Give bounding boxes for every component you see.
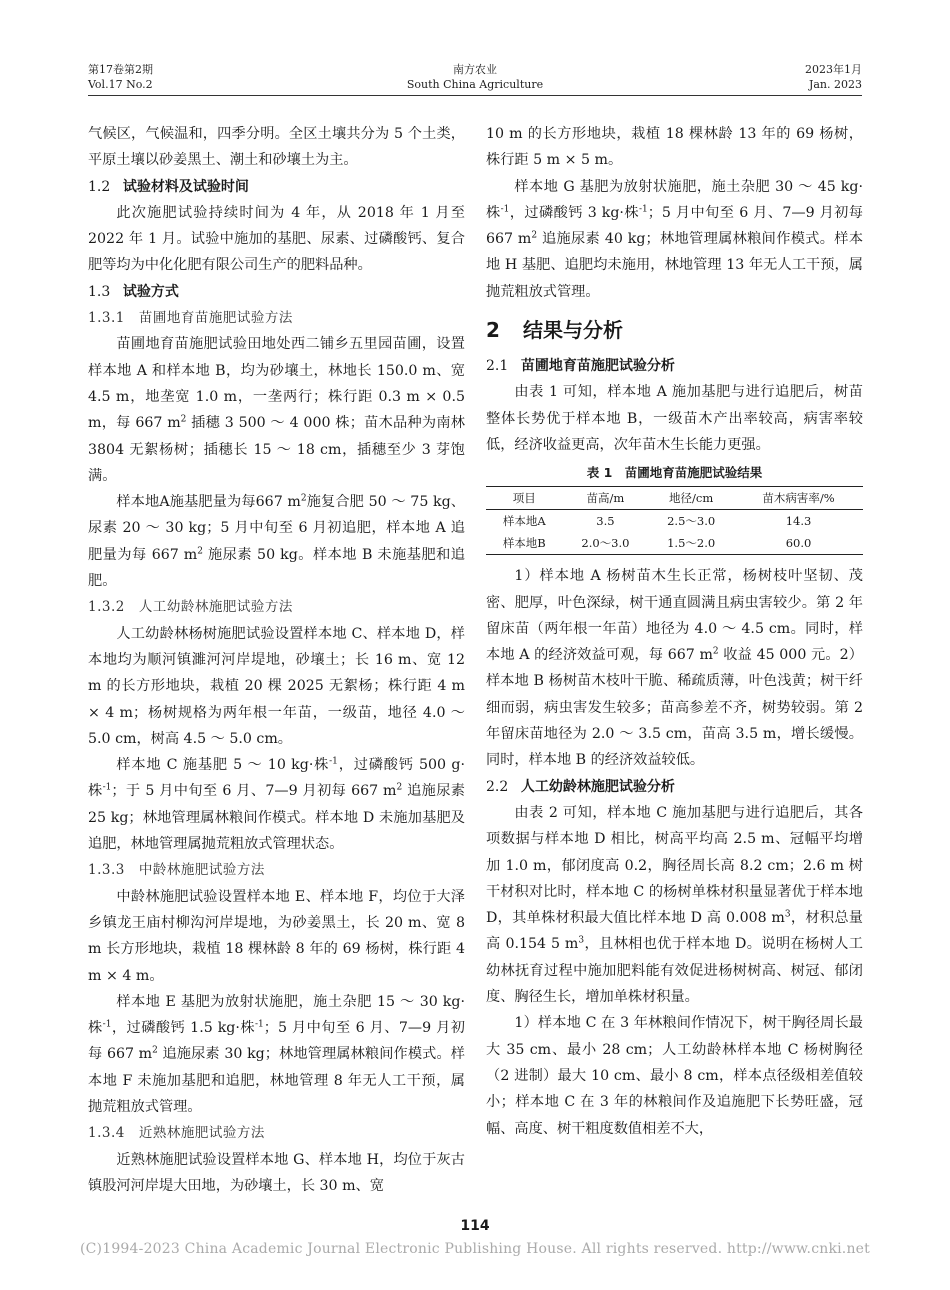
section-heading-1-3: 1.3 试验方式 [88, 283, 179, 300]
table-cell: 2.0～3.0 [581, 536, 630, 551]
paragraph: 样本地 G 基肥为放射状施肥，施土杂肥 30 ～ 45 kg·株$^{-1}$，过磷酸钙 3 kg·株$^{-1}$；5 月中旬至 6 月、7—9 月初每 667 $m^2$ 追施尿素 40 kg；林地管理属林粮间作模式。样本地 H 基肥、追肥均未施用，林地管理 13 年无人工干预，属抛荒粗放式管理。 [486, 178, 864, 300]
paragraph: 近熟林施肥试验设置样本地 G、样本地 H，均位于灰古镇股河河岸堤大田地，为砂壤土，长 30 m、宽 [88, 1151, 465, 1194]
table-cell: 14.3 [785, 514, 812, 529]
table-row [486, 510, 863, 533]
paragraph: 由表 2 可知，样本地 C 施加基肥与进行追肥后，其各项数据与样本地 D 相比，树高平均高 2.5 m、冠幅平均增加 1.0 m，郁闭度高 0.2，胸径周长高 8.2 cm；2.6 m 树干材积对比时，样本地 C 的杨树单株材积量显著优于样本地 D，其单株材积最大值比样本地 D 高 0.008 $m^3$，材积总量高 0.154 5 $m^3$，且林相也优于样本地 D。说明在杨树人工幼林抚育过程中施加肥料能有效促进杨树树高、树冠、郁闭度、胸径生长，增加单株材积量。 [486, 804, 863, 1006]
paragraph: 10 m 的长方形地块，栽植 18 棵林龄 13 年的 69 杨树，株行距 5 m × 5 m。 [486, 126, 863, 169]
paragraph: 苗圃地育苗施肥试验田地处西二铺乡五里园苗圃，设置样本地 A 和样本地 B，均为砂壤土，林地长 150.0 m、宽 4.5 m，地垄宽 1.0 m，一垄两行；株行距 0.3 m × 0.5 m，每 667 $m^2$ 插穗 3 500 ～ 4 000 株；苗木品种为南林 3804 无絮杨树；插穗长 15 ～ 18 cm，插穗至少 3 芽饱满。 [88, 336, 465, 484]
subsection-heading-1-3-4: 1.3.4 近熟林施肥试验方法 [88, 1125, 265, 1142]
header-rule [88, 95, 862, 96]
right-column [486, 121, 863, 1142]
table-cell: 2.5～3.0 [667, 514, 716, 529]
table-header-cell: 项目 [512, 491, 536, 506]
paragraph: 人工幼龄林杨树施肥试验设置样本地 C、样本地 D，样本地均为顺河镇濉河河岸堤地，砂壤土；长 16 m、宽 12 m 的长方形地块，栽植 20 棵 2025 无絮杨；株行距 4 m × 4 m；杨树规格为两年根一年苗，一级苗，地径 4.0 ～ 5.0 cm，树高 4.5 ～ 5.0 cm。 [88, 625, 465, 747]
paragraph: 1）样本地 C 在 3 年林粮间作情况下，树干胸径周长最大 35 cm、最小 28 cm；人工幼龄林样本地 C 杨树胸径（2 进制）最大 10 cm、最小 8 cm，样本点径级相差值较小；样本地 C 在 3 年的林粮间作及追施肥下长势旺盛，冠幅、高度、树干粗度数值相差不大， [486, 1015, 863, 1137]
subsection-heading-1-3-1: 1.3.1 苗圃地育苗施肥试验方法 [88, 310, 293, 327]
left-column [88, 121, 465, 1199]
table-header-row [486, 487, 863, 510]
page-number: 114 [460, 1218, 490, 1234]
section-heading-1-2: 1.2 试验材料及试验时间 [88, 178, 249, 195]
results-table [486, 486, 863, 555]
subsection-heading-1-3-3: 1.3.3 中龄林施肥试验方法 [88, 862, 265, 879]
table-cell: 1.5～2.0 [667, 536, 716, 551]
section-heading-2-1: 2.1 苗圃地育苗施肥试验分析 [486, 358, 675, 375]
table-cell: 样本地B [502, 536, 546, 551]
journal-volume: 第17卷第2期 Vol.17 No.2 [88, 63, 153, 91]
issue-date: 2023年1月 Jan. 2023 [805, 63, 862, 91]
paragraph: 由表 1 可知，样本地 A 施加基肥与进行追肥后，树苗整体长势优于样本地 B，一级苗木产出率较高，病害率较低，经济收益更高，次年苗木生长能力更强。 [486, 384, 863, 453]
copyright-watermark: (C)1994-2023 China Academic Journal Electronic Publishing House. All rights reserved. http://www.cnki.net [79, 1241, 870, 1257]
table-caption: 表 1 苗圃地育苗施肥试验结果 [586, 465, 763, 481]
paragraph: 样本地 C 施基肥 5 ～ 10 kg·株$^{-1}$，过磷酸钙 500 g·株$^{-1}$；于 5 月中旬至 6 月、7—9 月初每 667 $m^2$ 追施尿素 25 kg；林地管理属林粮间作模式。样本地 D 未施加基肥及追肥，林地管理属抛荒粗放式管理状态。 [88, 756, 465, 853]
table-cell: 60.0 [785, 536, 812, 551]
paragraph: 1）样本地 A 杨树苗木生长正常，杨树枝叶坚韧、茂密、肥厚，叶色深绿，树干通直圆满且病虫害较少。第 2 年留床苗（两年根一年苗）地径为 4.0 ～ 4.5 cm。同时，样本地 A 的经济效益可观，每 667 $m^2$ 收益 45 000 元。2）样本地 B 杨树苗木枝叶干脆、稀疏质薄，叶色浅黄；树干纤细而弱，病虫害发生较多；苗高参差不齐，树势较弱。第 2 年留床苗地径为 2.0 ～ 3.5 cm，苗高 3.5 m，增长缓慢。同时，样本地 B 的经济效益较低。 [486, 568, 863, 769]
journal-title: 南方农业 South China Agriculture [406, 63, 544, 91]
table-cell: 3.5 [596, 514, 615, 529]
section-heading-2: 2 结果与分析 [486, 318, 623, 343]
paragraph: 中龄林施肥试验设置样本地 E、样本地 F，均位于大泽乡镇龙王庙村柳沟河岸堤地，为砂姜黑土，长 20 m、宽 8 m 长方形地块，栽植 18 棵林龄 8 年的 69 杨树，株行距 4 m × 4 m。 [88, 888, 465, 984]
subsection-heading-1-3-2: 1.3.2 人工幼龄林施肥试验方法 [88, 599, 293, 616]
table-header-cell: 地径/cm [669, 491, 714, 506]
table-row [486, 532, 863, 555]
paragraph: 样本地 E 基肥为放射状施肥，施土杂肥 15 ～ 30 kg·株$^{-1}$，过磷酸钙 1.5 kg·株$^{-1}$；5 月中旬至 6 月、7—9 月初每 667 $m^2$ 追施尿素 30 kg；林地管理属林粮间作模式。样本地 F 未施加基肥和追肥，林地管理 8 年无人工干预，属抛荒粗放式管理。 [88, 993, 465, 1115]
table-cell: 样本地A [502, 514, 546, 529]
paragraph: 气候区，气候温和，四季分明。全区土壤共分为 5 个土类，平原土壤以砂姜黑土、潮土和砂壤土为主。 [88, 126, 465, 169]
paragraph: 样本地A施基肥量为每667 $m^2$施复合肥 50 ～ 75 kg、尿素 20 ～ 30 kg；5 月中旬至 6 月初追肥，样本地 A 追肥量为每 667 $m^2$ 施尿素 50 kg。样本地 B 未施基肥和追肥。 [88, 493, 465, 590]
section-heading-2-2: 2.2 人工幼龄林施肥试验分析 [486, 778, 675, 795]
table-header-cell: 苗木病害率/% [762, 491, 835, 506]
table-header-cell: 苗高/m [586, 491, 625, 506]
paragraph: 此次施肥试验持续时间为 4 年，从 2018 年 1 月至 2022 年 1 月。试验中施加的基肥、尿素、过磷酸钙、复合肥等均为中化化肥有限公司生产的肥料品种。 [88, 204, 465, 274]
